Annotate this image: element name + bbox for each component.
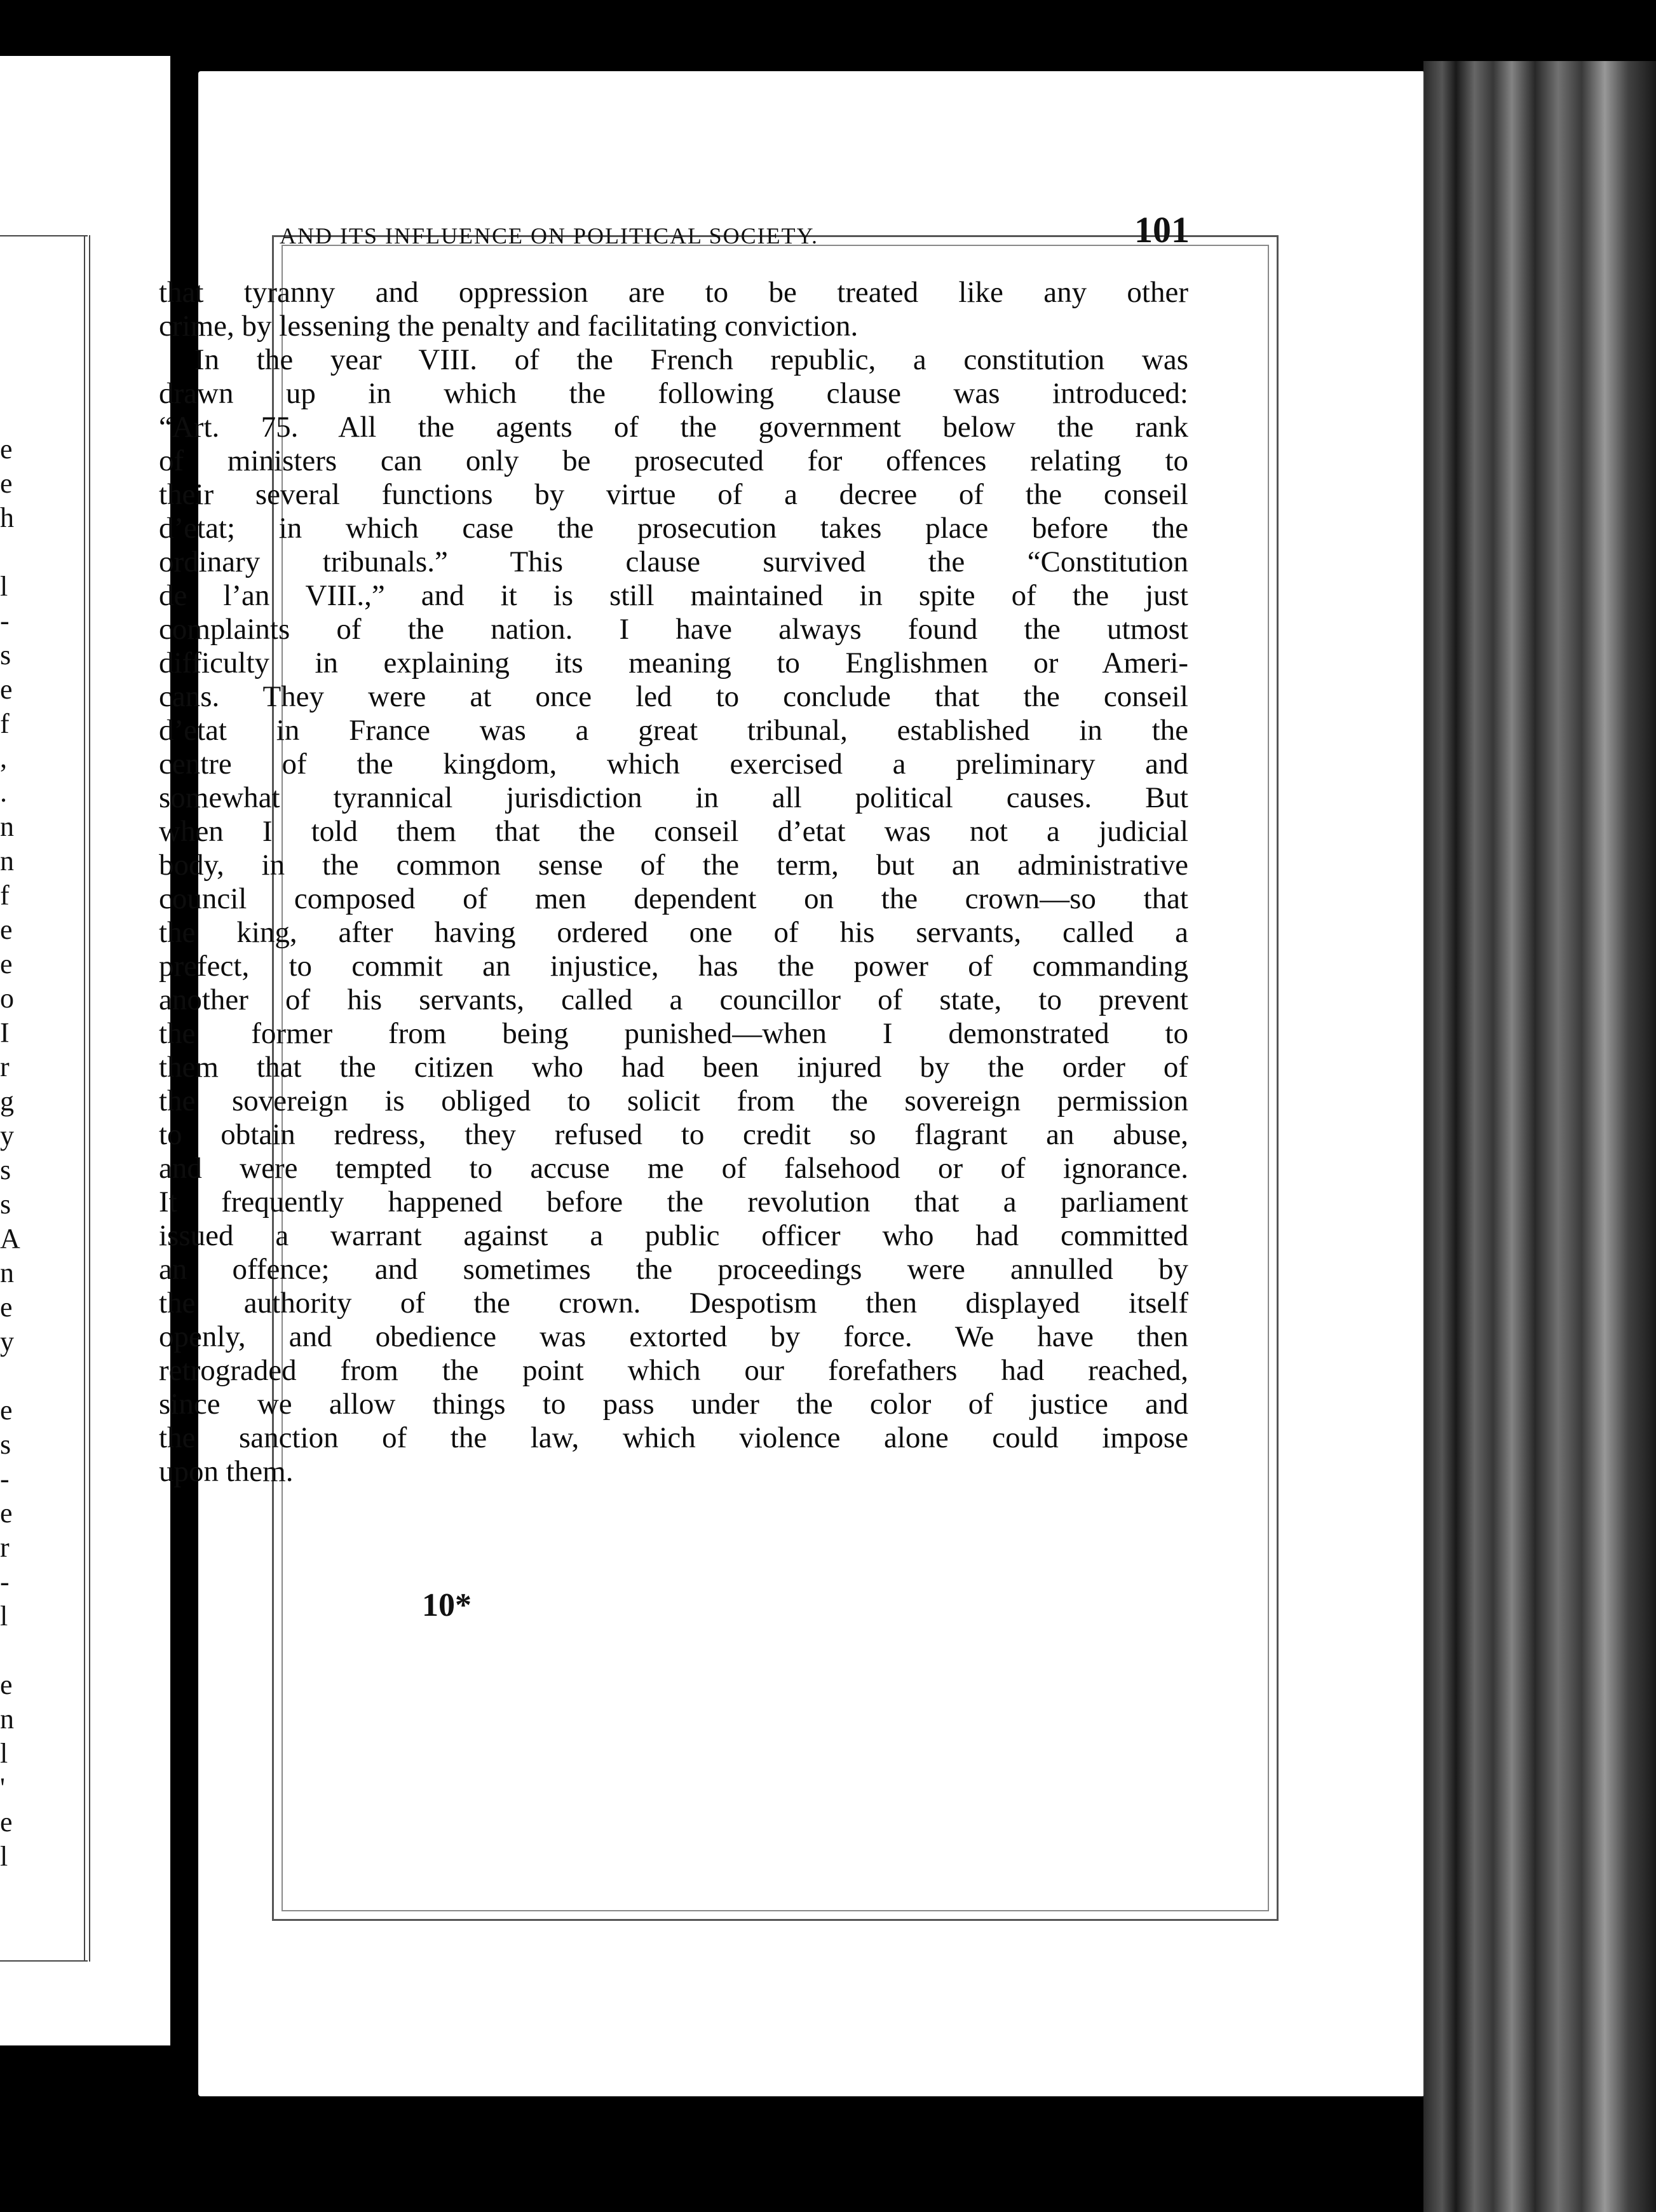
edge-character: l xyxy=(0,1601,8,1632)
edge-character: r xyxy=(0,1532,10,1563)
edge-character: e xyxy=(0,674,13,705)
edge-character: e xyxy=(0,1395,13,1426)
edge-character: e xyxy=(0,1806,13,1838)
text-line: It frequently happened before the revolution that a parliament xyxy=(159,1185,1188,1219)
edge-character: . xyxy=(0,777,7,808)
edge-character: - xyxy=(0,1566,10,1597)
text-line: de l’an VIII.,” and it is still maintained in spite of the just xyxy=(159,579,1188,612)
edge-character: A xyxy=(0,1223,20,1254)
body-text xyxy=(159,276,1188,1573)
text-line: the king, after having ordered one of his servants, called a xyxy=(159,916,1188,949)
signature-mark: 10* xyxy=(422,1587,472,1623)
text-line: an offence; and sometimes the proceedings were annulled by xyxy=(159,1253,1188,1286)
text-line: issued a warrant against a public officer who had committed xyxy=(159,1219,1188,1252)
text-line: cans. They were at once led to conclude that the conseil xyxy=(159,680,1188,713)
edge-character: ' xyxy=(0,1772,5,1803)
edge-character: I xyxy=(0,1017,10,1048)
edge-character: e xyxy=(0,434,13,465)
edge-character: n xyxy=(0,811,14,842)
edge-character: s xyxy=(0,1189,11,1220)
edge-character: r xyxy=(0,1051,10,1082)
text-line: their several functions by virtue of a decree of the conseil xyxy=(159,478,1188,511)
edge-character: s xyxy=(0,639,11,671)
edge-character: e xyxy=(0,948,13,980)
running-head-title: AND ITS INFLUENCE ON POLITICAL SOCIETY. xyxy=(280,223,818,249)
running-head xyxy=(280,208,1190,259)
edge-character: e xyxy=(0,1669,13,1700)
text-line: drawn up in which the following clause was introduced: xyxy=(159,377,1188,410)
text-line: of ministers can only be prosecuted for offences relating to xyxy=(159,444,1188,477)
text-line: retrograded from the point which our forefathers had reached, xyxy=(159,1354,1188,1387)
edge-character xyxy=(0,1359,13,1393)
text-line: another of his servants, called a councillor of state, to prevent xyxy=(159,983,1188,1016)
edge-character xyxy=(0,535,13,570)
text-line: In the year VIII. of the French republic, a constitution was xyxy=(194,343,1188,376)
edge-character: - xyxy=(0,605,10,636)
edge-character: e xyxy=(0,914,13,945)
edge-character: - xyxy=(0,1463,10,1494)
previous-page-frame xyxy=(84,235,90,1962)
edge-character: g xyxy=(0,1086,14,1117)
edge-character xyxy=(0,1634,13,1668)
previous-page-frame-bottom xyxy=(0,1960,88,1962)
text-line: and were tempted to accuse me of falsehood or of ignorance. xyxy=(159,1152,1188,1185)
edge-character: , xyxy=(0,742,7,774)
edge-character: e xyxy=(0,1498,13,1529)
text-line: council composed of men dependent on the crown—so that xyxy=(159,882,1188,915)
edge-character: n xyxy=(0,1257,14,1288)
text-line: the sovereign is obliged to solicit from the sovereign permission xyxy=(159,1084,1188,1117)
previous-page xyxy=(0,56,170,2045)
text-line: to obtain redress, they refused to credit so flagrant an abuse, xyxy=(159,1118,1188,1151)
edge-character: l xyxy=(0,1738,8,1769)
text-line: crime, by lessening the penalty and facilitating conviction. xyxy=(159,310,859,343)
text-line: since we allow things to pass under the color of justice and xyxy=(159,1388,1188,1421)
text-line: complaints of the nation. I have always found the utmost xyxy=(159,613,1188,646)
text-line: openly, and obedience was extorted by force. We have then xyxy=(159,1320,1188,1353)
text-line: ordinary tribunals.” This clause survived the “Constitution xyxy=(159,545,1188,578)
edge-character: s xyxy=(0,1154,11,1185)
book-fore-edge xyxy=(1423,61,1656,2212)
edge-character: f xyxy=(0,708,10,739)
edge-character: y xyxy=(0,1120,14,1151)
page-number: 101 xyxy=(1134,209,1190,250)
text-line: the authority of the crown. Despotism then displayed itself xyxy=(159,1287,1188,1320)
edge-character: e xyxy=(0,1292,13,1323)
edge-character: y xyxy=(0,1326,14,1357)
text-line: that tyranny and oppression are to be treated like any other xyxy=(159,276,1188,309)
text-line: upon them. xyxy=(159,1455,294,1488)
edge-character: f xyxy=(0,880,10,911)
text-line: difficulty in explaining its meaning to Englishmen or Ameri- xyxy=(159,646,1188,679)
previous-page-text-edge xyxy=(0,432,20,1874)
edge-character: s xyxy=(0,1429,11,1460)
text-line: d’etat in France was a great tribunal, established in the xyxy=(159,714,1188,747)
text-line: the sanction of the law, which violence alone could impose xyxy=(159,1421,1188,1454)
edge-character: e xyxy=(0,468,13,499)
edge-character: h xyxy=(0,502,14,533)
text-line: d’etat; in which case the prosecution takes place before the xyxy=(159,512,1188,545)
text-line: them that the citizen who had been injured by the order of xyxy=(159,1051,1188,1084)
edge-character: n xyxy=(0,1703,14,1735)
previous-page-frame-top xyxy=(0,235,88,236)
edge-character: o xyxy=(0,983,14,1014)
edge-character: l xyxy=(0,1841,8,1872)
text-line: body, in the common sense of the term, but an administrative xyxy=(159,849,1188,882)
edge-character: n xyxy=(0,845,14,877)
text-line: the former from being punished—when I demonstrated to xyxy=(159,1017,1188,1050)
text-line: centre of the kingdom, which exercised a preliminary and xyxy=(159,748,1188,781)
edge-character: l xyxy=(0,571,8,602)
text-line: “Art. 75. All the agents of the government below the rank xyxy=(159,411,1188,444)
text-line: prefect, to commit an injustice, has the power of commanding xyxy=(159,950,1188,983)
text-line: somewhat tyrannical jurisdiction in all political causes. But xyxy=(159,781,1188,814)
text-line: when I told them that the conseil d’etat was not a judicial xyxy=(159,815,1188,848)
